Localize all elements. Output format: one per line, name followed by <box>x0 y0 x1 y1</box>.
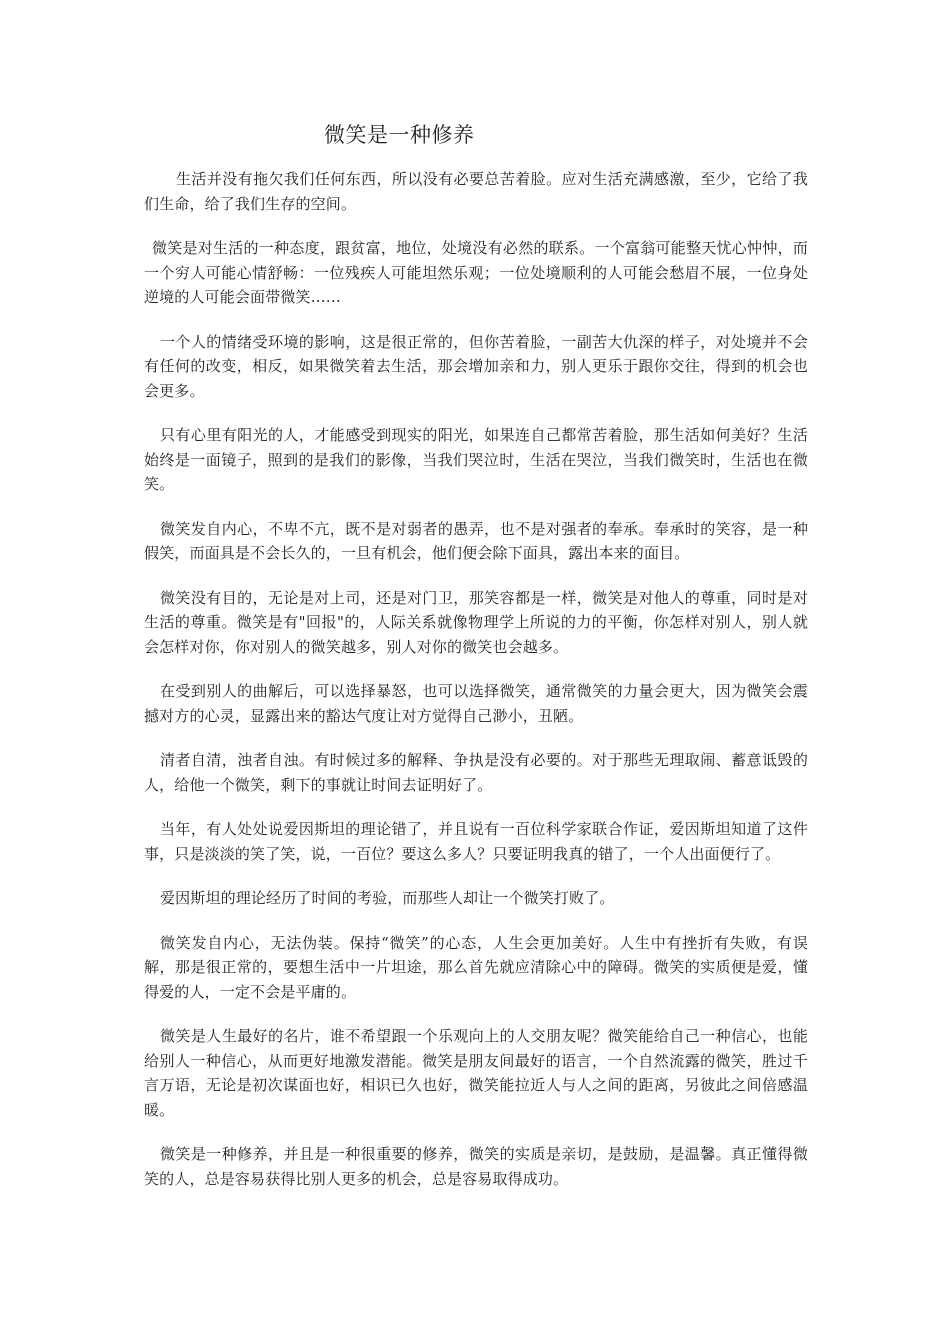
document-body <box>144 167 808 1211</box>
paragraph-10: 爱因斯坦的理论经历了时间的考验，而那些人却让一个微笑打败了。 <box>160 889 615 907</box>
paragraph-7: 在受到别人的曲解后，可以选择暴怒，也可以选择微笑，通常微笑的力量会更大，因为微笑会震撼对方的心灵，显露出来的豁达气度让对方觉得自己渺小，丑陋。 <box>144 682 808 725</box>
paragraph-9: 当年，有人处处说爱因斯坦的理论错了，并且说有一百位科学家联合作证，爱因斯坦知道了这件事，只是淡淡的笑了笑，说，一百位？要这么多人？只要证明我真的错了，一个人出面便行了。 <box>144 820 808 863</box>
paragraph-1: 生活并没有拖欠我们任何东西，所以没有必要总苦着脸。应对生活充满感激，至少，它给了我们生命，给了我们生存的空间。 <box>144 170 808 213</box>
paragraph-3: 一个人的情绪受环境的影响，这是很正常的，但你苦着脸，一副苦大仇深的样子，对处境并不会有任何的改变，相反，如果微笑着去生活，那会增加亲和力，别人更乐于跟你交往，得到的机会也会更多。 <box>144 332 808 400</box>
paragraph-13: 微笑是一种修养，并且是一种很重要的修养，微笑的实质是亲切，是鼓励，是温馨。真正懂得微笑的人，总是容易获得比别人更多的机会，总是容易取得成功。 <box>144 1145 808 1188</box>
paragraph-11: 微笑发自内心，无法伪装。保持“微笑”的心态，人生会更加美好。人生中有挫折有失败，有误解，那是很正常的，要想生活中一片坦途，那么首先就应清除心中的障碍。微笑的实质便是爱，懂得爱的人，一定不会是平庸的。 <box>144 933 808 1001</box>
paragraph-5: 微笑发自内心，不卑不亢，既不是对弱者的愚弄，也不是对强者的奉承。奉承时的笑容，是一种假笑，而面具是不会长久的，一旦有机会，他们便会除下面具，露出本来的面目。 <box>144 519 808 562</box>
paragraph-8: 清者自清，浊者自浊。有时候过多的解释、争执是没有必要的。对于那些无理取闹、蓄意诋毁的人，给他一个微笑，剩下的事就让时间去证明好了。 <box>144 751 808 794</box>
paragraph-6: 微笑没有目的，无论是对上司，还是对门卫，那笑容都是一样，微笑是对他人的尊重，同时是对生活的尊重。微笑是有"回报"的，人际关系就像物理学上所说的力的平衡，你怎样对别人，别人就会怎样对你，你对别人的微笑越多，别人对你的微笑也会越多。 <box>144 588 808 656</box>
paragraph-4: 只有心里有阳光的人，才能感受到现实的阳光，如果连自己都常苦着脸，那生活如何美好？生活始终是一面镜子，照到的是我们的影像，当我们哭泣时，生活在哭泣，当我们微笑时，生活也在微笑。 <box>144 426 808 493</box>
document-title: 微笑是一种修养 <box>324 123 475 147</box>
paragraph-2: 微笑是对生活的一种态度，跟贫富，地位，处境没有必然的联系。一个富翁可能整天忧心忡忡，而一个穷人可能心情舒畅：一位残疾人可能坦然乐观；一位处境顺利的人可能会愁眉不展，一位身处逆境的人可能会面带微笑…… <box>144 239 808 306</box>
paragraph-12: 微笑是人生最好的名片，谁不希望跟一个乐观向上的人交朋友呢？微笑能给自己一种信心，也能给别人一种信心，从而更好地激发潜能。微笑是朋友间最好的语言，一个自然流露的微笑，胜过千言万语，无论是初次谋面也好，相识已久也好，微笑能拉近人与人之间的距离，另彼此之间倍感温暖。 <box>144 1027 808 1119</box>
